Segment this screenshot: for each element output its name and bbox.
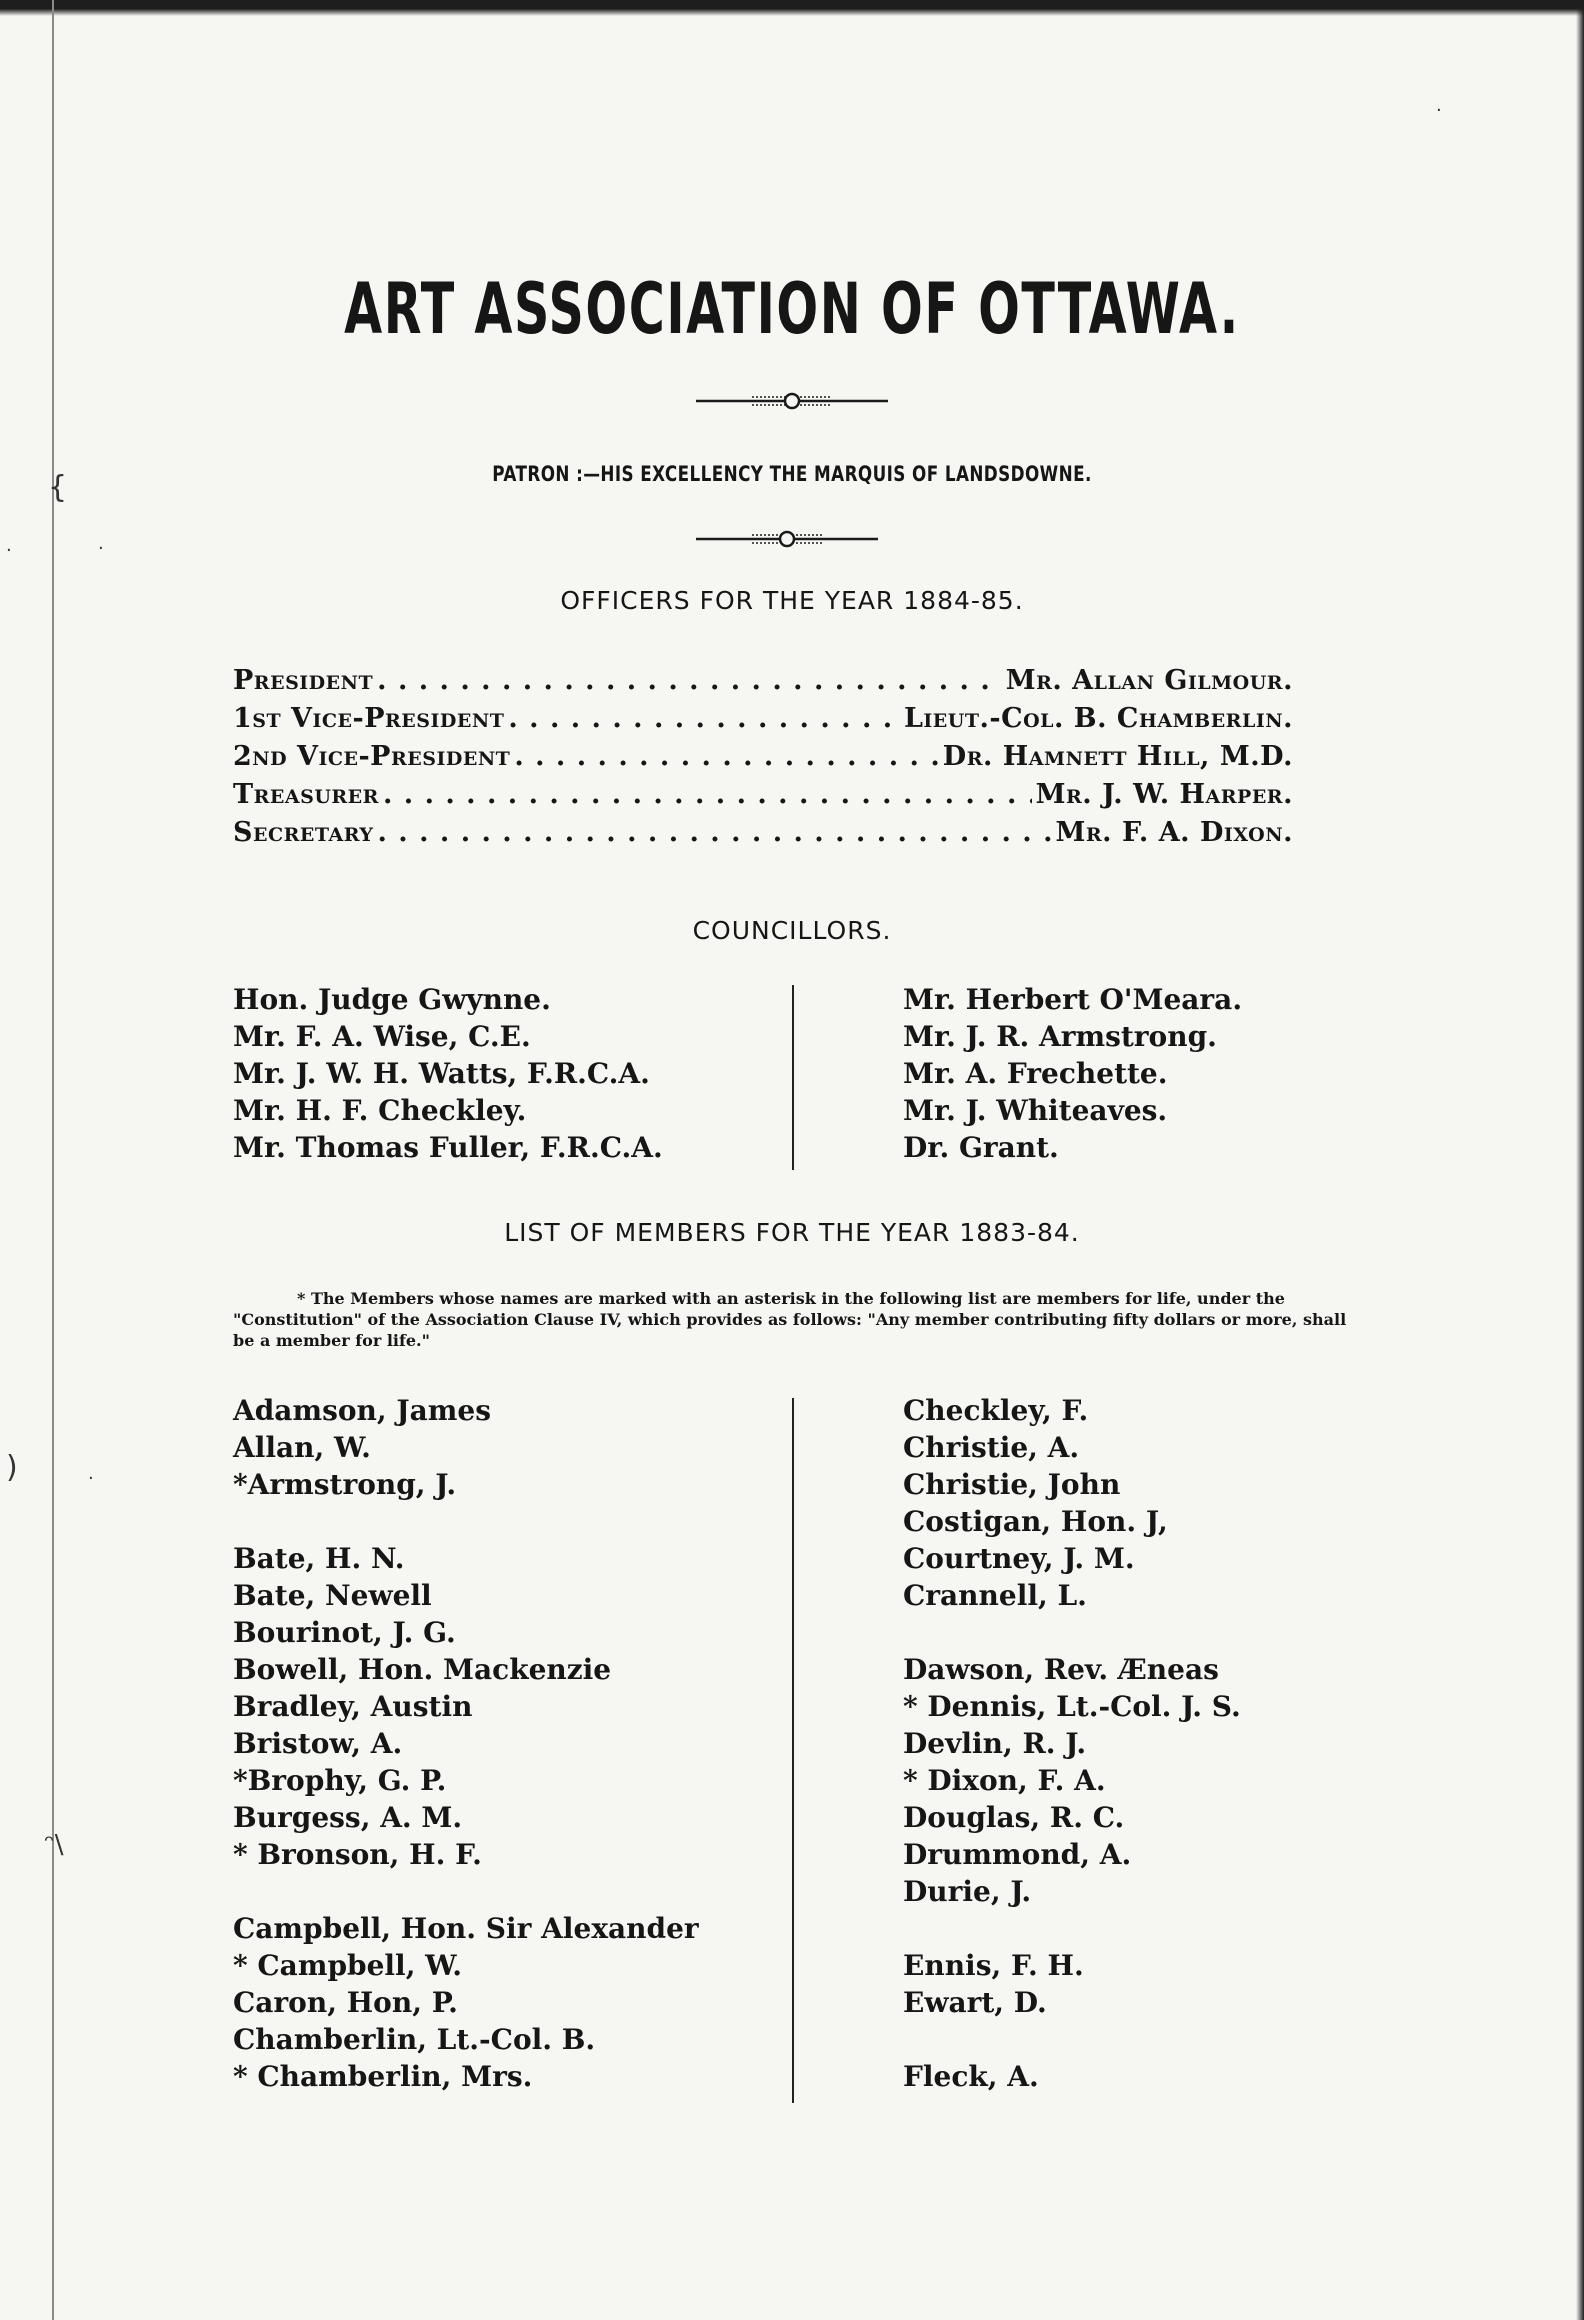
member-name: Ennis, F. H. (903, 1949, 1084, 1982)
councillor-name: Mr. J. R. Armstrong. (903, 1020, 1217, 1053)
patron-line: PATRON :—HIS EXCELLENCY THE MARQUIS OF LANDSDOWNE. (492, 462, 1092, 486)
officer-row (233, 741, 1293, 779)
officer-row (233, 703, 1293, 741)
members-footnote: * The Members whose names are marked with an asterisk in the following list are members for life, under the "Constitution" of the Association Clause IV, which provides as follows: "Any member contributing fifty dollars or more, shall be a member for life." (233, 1289, 1347, 1350)
member-spacer (903, 2023, 1241, 2060)
member-name: * Bronson, H. F. (233, 1838, 482, 1871)
member-name: * Dixon, F. A. (903, 1764, 1106, 1797)
dot-leader (378, 817, 1052, 848)
members-left-column (233, 1394, 699, 2097)
margin-mark: ᵔ\ (44, 1830, 64, 1860)
member-spacer (903, 1912, 1241, 1949)
officer-role: Secretary (233, 817, 374, 848)
dot-leader (377, 665, 1002, 696)
ornament-divider (692, 528, 882, 550)
councillor-name: Hon. Judge Gwynne. (233, 983, 551, 1016)
ornament-divider (692, 390, 892, 412)
member-name: Drummond, A. (903, 1838, 1132, 1871)
page-title: ART ASSOCIATION OF OTTAWA. (344, 268, 1240, 350)
officer-role: President (233, 665, 374, 696)
member-name: Bate, H. N. (233, 1542, 405, 1575)
member-name: Bourinot, J. G. (233, 1616, 456, 1649)
councillor-name: Mr. F. A. Wise, C.E. (233, 1020, 531, 1053)
officer-row (233, 779, 1293, 817)
officer-role: 1st Vice-President (233, 703, 505, 734)
officer-role: 2nd Vice-President (233, 741, 511, 772)
margin-mark: · (1436, 100, 1442, 121)
officer-row (233, 665, 1293, 703)
member-name: * Dennis, Lt.-Col. J. S. (903, 1690, 1241, 1723)
margin-mark: · (6, 540, 12, 561)
member-name: * Chamberlin, Mrs. (233, 2060, 533, 2093)
member-name: Caron, Hon, P. (233, 1986, 458, 2019)
margin-mark: ) (6, 1450, 18, 1485)
member-spacer (903, 1616, 1241, 1653)
scan-top-edge (0, 0, 1584, 16)
officer-name: Mr. Allan Gilmour. (1005, 665, 1293, 696)
member-name: Durie, J. (903, 1875, 1032, 1908)
member-name: Christie, A. (903, 1431, 1080, 1464)
member-name: *Brophy, G. P. (233, 1764, 447, 1797)
margin-mark: · (88, 1468, 94, 1489)
member-name: Douglas, R. C. (903, 1801, 1125, 1834)
member-name: Campbell, Hon. Sir Alexander (233, 1912, 699, 1945)
members-right-column (903, 1394, 1241, 2097)
member-name: Fleck, A. (903, 2060, 1039, 2093)
councillor-name: Mr. H. F. Checkley. (233, 1094, 527, 1127)
dot-leader (383, 779, 1032, 810)
member-name: Costigan, Hon. J, (903, 1505, 1168, 1538)
member-name: Bowell, Hon. Mackenzie (233, 1653, 612, 1686)
officer-name: Mr. F. A. Dixon. (1055, 817, 1293, 848)
member-name: *Armstrong, J. (233, 1468, 457, 1501)
member-name: Chamberlin, Lt.-Col. B. (233, 2023, 596, 2056)
member-name: Burgess, A. M. (233, 1801, 463, 1834)
dot-leader (508, 703, 900, 734)
member-name: Dawson, Rev. Æneas (903, 1653, 1219, 1686)
member-name: Ewart, D. (903, 1986, 1047, 2019)
margin-mark: · (98, 538, 104, 559)
officer-name: Mr. J. W. Harper. (1035, 779, 1293, 810)
councillor-name: Mr. J. Whiteaves. (903, 1094, 1168, 1127)
officer-name: Lieut.-Col. B. Chamberlin. (903, 703, 1293, 734)
column-divider (792, 985, 794, 1170)
member-name: Bristow, A. (233, 1727, 403, 1760)
member-name: Checkley, F. (903, 1394, 1089, 1427)
officers-heading: OFFICERS FOR THE YEAR 1884-85. (560, 586, 1024, 615)
members-heading: LIST OF MEMBERS FOR THE YEAR 1883-84. (504, 1218, 1080, 1247)
margin-mark: { (48, 470, 68, 505)
officers-list (233, 665, 1293, 855)
member-name: Adamson, James (233, 1394, 491, 1427)
councillor-name: Mr. Thomas Fuller, F.R.C.A. (233, 1131, 663, 1164)
officer-role: Treasurer (233, 779, 379, 810)
member-spacer (233, 1875, 699, 1912)
councillor-name: Mr. J. W. H. Watts, F.R.C.A. (233, 1057, 650, 1090)
councillor-name: Mr. Herbert O'Meara. (903, 983, 1243, 1016)
member-name: Crannell, L. (903, 1579, 1087, 1612)
member-name: Allan, W. (233, 1431, 371, 1464)
dot-leader (514, 741, 938, 772)
officer-name: Dr. Hamnett Hill, M.D. (942, 741, 1293, 772)
scan-right-edge (1576, 0, 1584, 2320)
column-divider (792, 1398, 794, 2103)
councillor-name: Dr. Grant. (903, 1131, 1059, 1164)
councillors-heading: COUNCILLORS. (692, 916, 892, 945)
member-name: Devlin, R. J. (903, 1727, 1087, 1760)
member-name: * Campbell, W. (233, 1949, 463, 1982)
councillors-left-column (233, 983, 663, 1168)
councillors-right-column (903, 983, 1242, 1168)
officer-row (233, 817, 1293, 855)
member-name: Bradley, Austin (233, 1690, 473, 1723)
binding-line (52, 0, 54, 2320)
member-name: Bate, Newell (233, 1579, 432, 1612)
member-name: Courtney, J. M. (903, 1542, 1135, 1575)
member-name: Christie, John (903, 1468, 1121, 1501)
councillor-name: Mr. A. Frechette. (903, 1057, 1168, 1090)
member-spacer (233, 1505, 699, 1542)
